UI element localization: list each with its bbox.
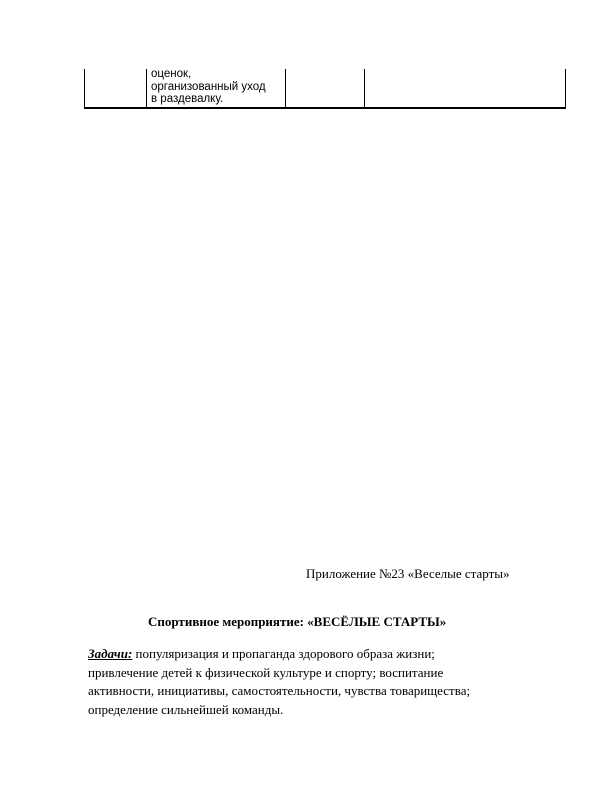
tasks-first-line bbox=[88, 645, 558, 664]
tasks-line: определение сильнейшей команды. bbox=[88, 701, 284, 717]
table-cell-2 bbox=[147, 69, 286, 108]
tasks-line: активности, инициативы, самостоятельности, чувства товарищества; bbox=[88, 683, 471, 698]
table-cell-1 bbox=[85, 69, 147, 108]
activity-table bbox=[84, 69, 566, 109]
cell-line: организованный уход bbox=[151, 80, 266, 93]
table-cell-4 bbox=[365, 69, 566, 108]
tasks-section bbox=[88, 645, 558, 719]
tasks-line: привлечение детей к физической культуре и спорту; воспитание bbox=[88, 664, 444, 680]
tasks-label: Задачи: bbox=[88, 646, 133, 661]
cell-line: оценок, bbox=[151, 68, 192, 80]
table-row bbox=[85, 69, 566, 108]
tasks-text: популяризация и пропаганда здорового образа жизни; bbox=[132, 646, 435, 661]
cell-line: в раздевалку. bbox=[151, 93, 224, 105]
event-title: Спортивное мероприятие: «ВЕСЁЛЫЕ СТАРТЫ» bbox=[148, 614, 447, 629]
table-cell-3 bbox=[286, 69, 365, 108]
appendix-label: Приложение №23 «Веселые старты» bbox=[306, 566, 510, 581]
cell-description bbox=[147, 68, 285, 106]
